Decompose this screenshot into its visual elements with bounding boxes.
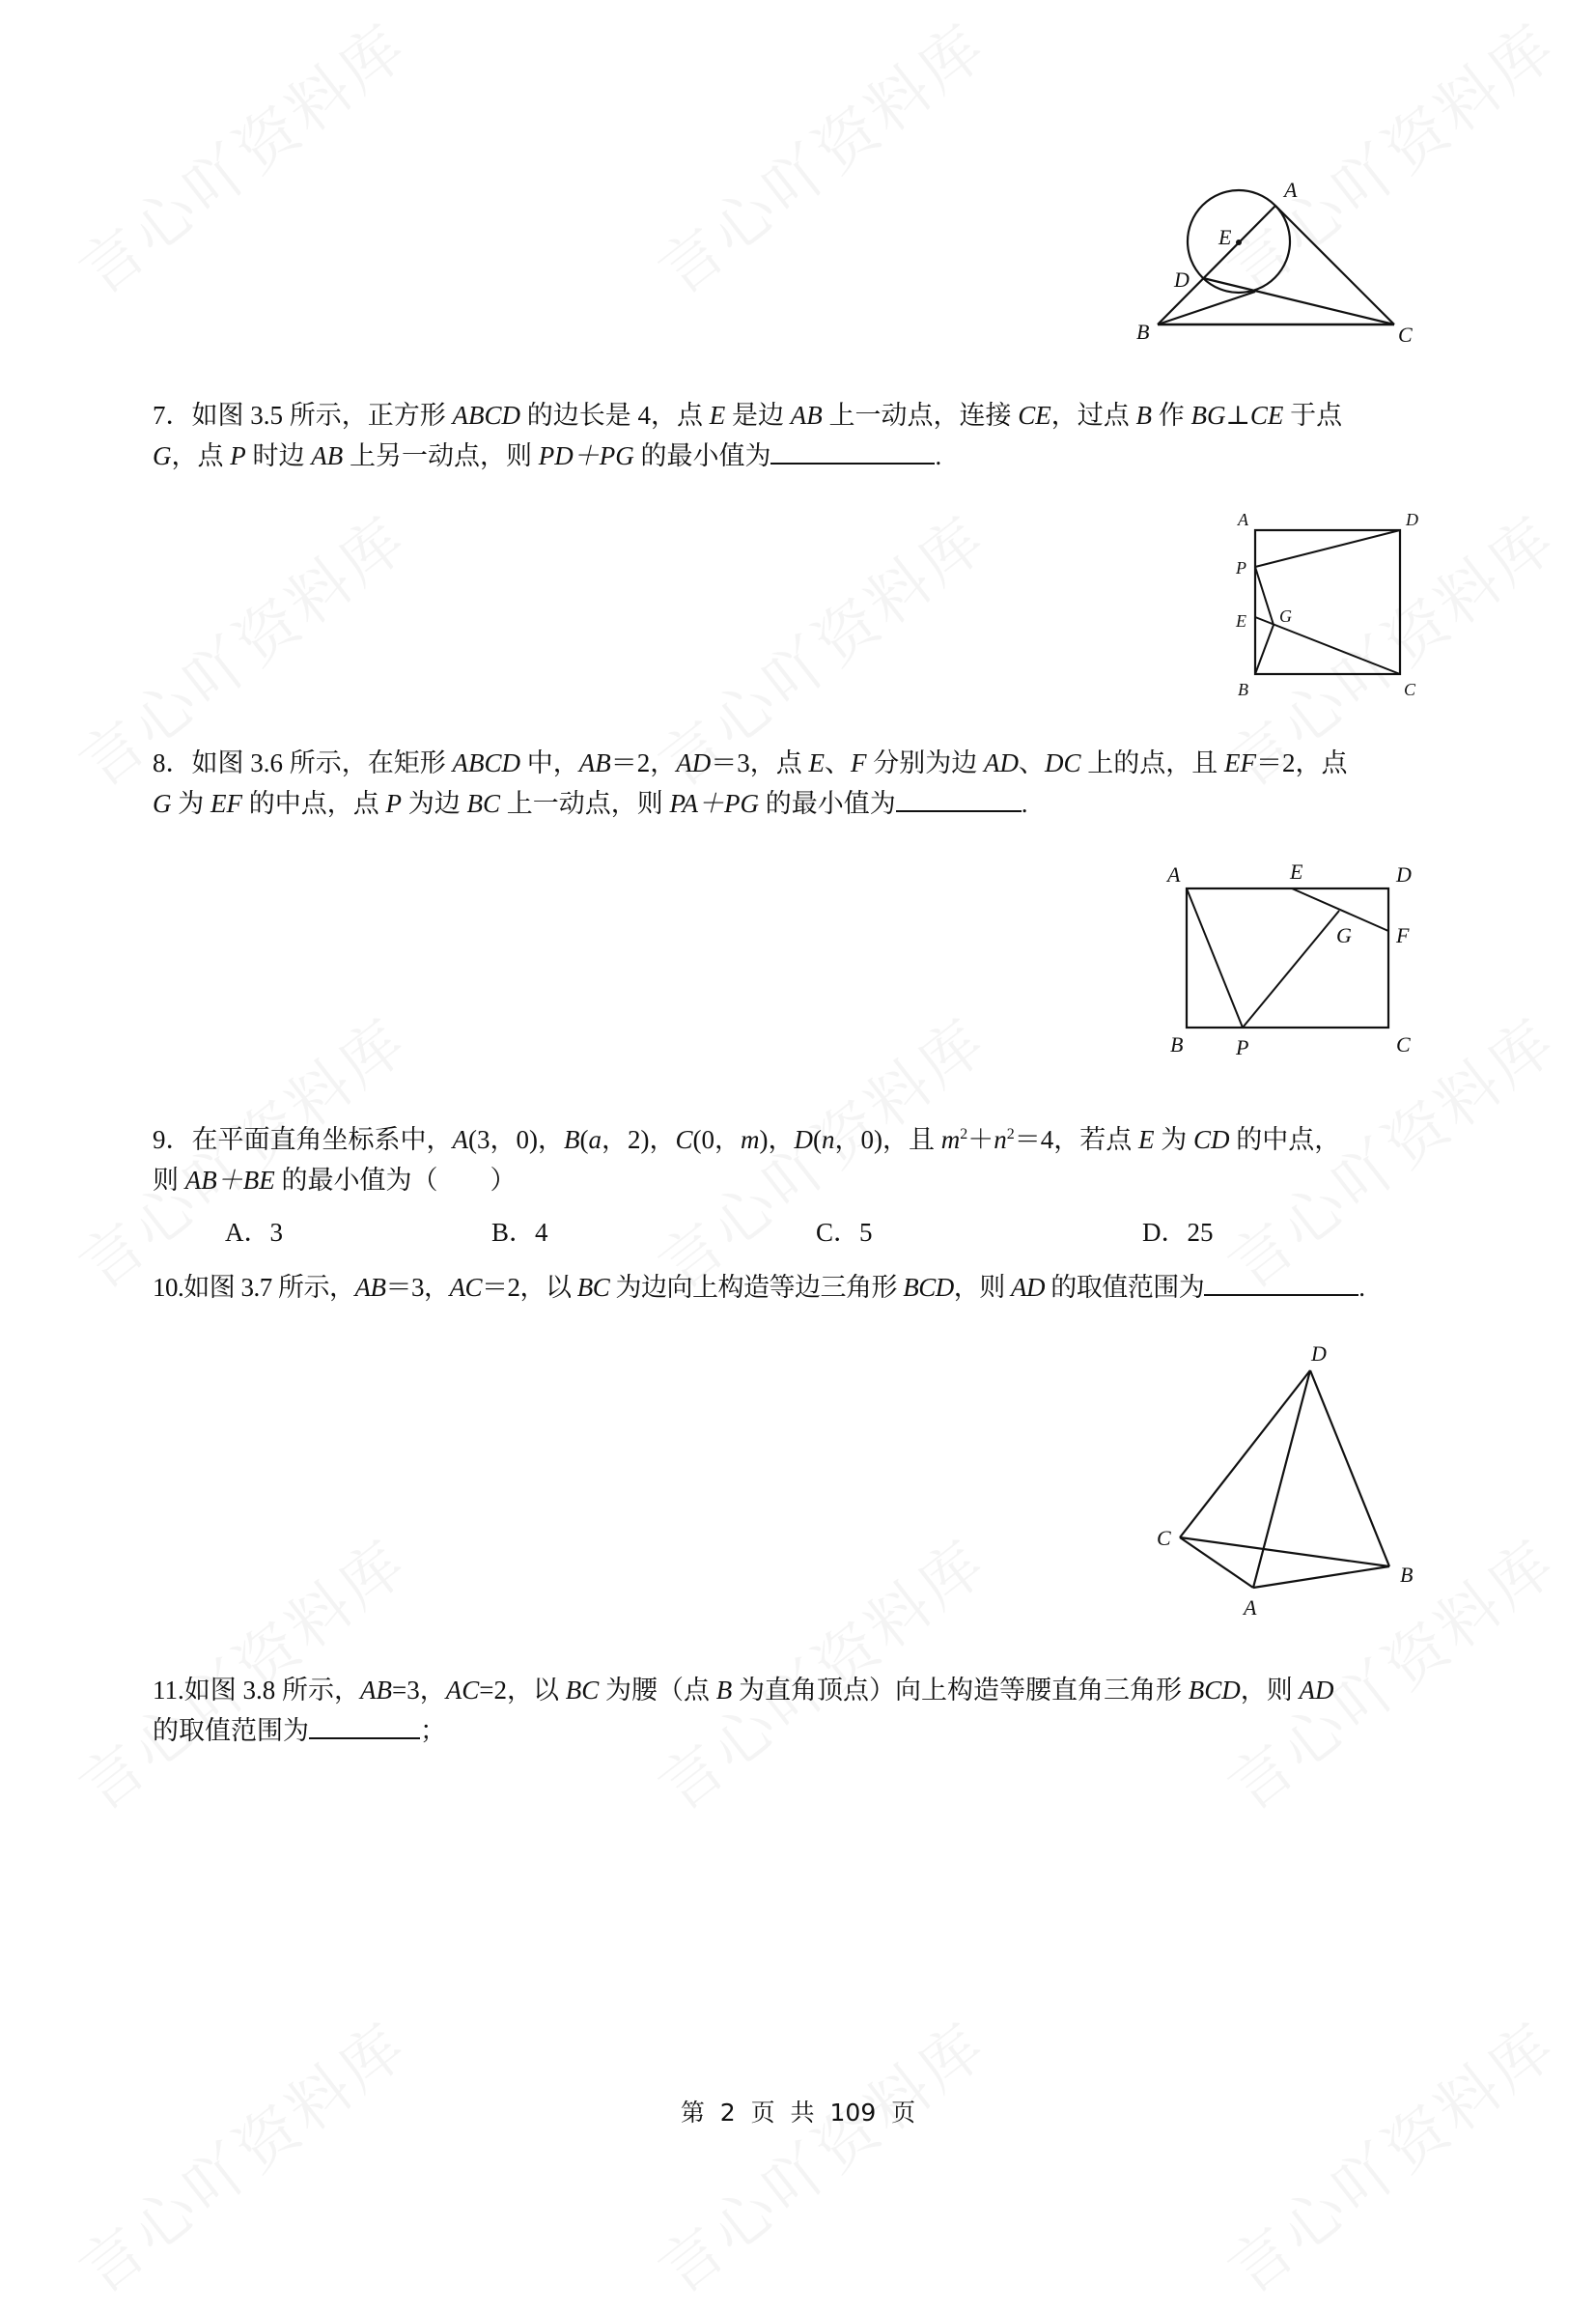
label-A: A [1167,862,1181,887]
label-C: C [1396,1032,1411,1057]
label-A: A [1244,1595,1257,1620]
label-D: D [1311,1341,1327,1366]
label-B: B [1170,1032,1184,1057]
label-P: P [1236,1035,1249,1059]
answer-blank[interactable] [309,1712,420,1739]
question-9-line-2: 则 AB＋BE 的最小值为（ ） [153,1166,517,1195]
label-C: C [1157,1526,1171,1550]
question-10 [153,1267,1456,1308]
figure-3-7-triangle [1139,1333,1448,1632]
label-B: B [1238,680,1248,699]
watermark [58,0,423,311]
label-B: B [1400,1563,1414,1587]
question-11-line-1: 11.如图 3.8 所示，AB=3，AC=2，以 BC 为腰（点 B 为直角顶点）向上构造等腰直角三角形 BCD，则 AD [153,1676,1334,1705]
label-A: A [1284,178,1298,202]
question-11-line-2: 的取值范围为 ； [153,1710,1456,1751]
figure-circle-triangle [1110,164,1448,357]
label-D: D [1396,862,1412,887]
label-E: E [1290,860,1303,884]
answer-blank[interactable] [1204,1269,1358,1296]
label-G: G [1336,923,1352,947]
page-number: 第 2 页 共 109 页 [680,2099,916,2127]
figure-3-6-rectangle [1159,860,1448,1072]
question-10-line-1: 10.如图 3.7 所示，AB＝3，AC＝2，以 BC 为边向上构造等边三角形 BCD，则 AD 的取值范围为 . [153,1267,1456,1308]
question-8 [153,743,1456,824]
label-C: C [1404,680,1416,699]
label-E: E [1236,611,1246,631]
question-8-line-1: 8．如图 3.6 所示，在矩形 ABCD 中，AB＝2，AD＝3，点 E、F 分别为边 AD、DC 上的点，且 EF＝2，点 [153,748,1348,777]
label-E: E [1218,225,1232,249]
page-footer [0,2094,1596,2128]
question-8-line-2: G 为 EF 的中点，点 P 为边 BC 上一动点，则 PA＋PG 的最小值为 . [153,783,1456,824]
question-11 [153,1670,1456,1751]
answer-blank[interactable] [896,785,1022,812]
label-C: C [1398,323,1413,347]
option-b[interactable]: B．4 [491,1218,548,1247]
answer-blank[interactable] [770,437,935,465]
label-B: B [1136,320,1150,344]
question-9-options [225,1211,1480,1250]
label-G: G [1279,606,1292,626]
label-D: D [1174,268,1190,292]
question-9 [153,1114,1456,1200]
label-P: P [1236,558,1246,578]
question-7-line-2: G，点 P 时边 AB 上另一动点，则 PD＋PG 的最小值为 . [153,436,1456,476]
label-D: D [1406,510,1418,529]
question-7-line-1: 7．如图 3.5 所示，正方形 ABCD 的边长是 4，点 E 是边 AB 上一动点，连接 CE，过点 B 作 BG⊥CE 于点 [153,401,1343,430]
watermark [637,1998,1002,2311]
label-A: A [1238,510,1248,529]
option-c[interactable]: C．5 [816,1218,873,1247]
question-9-line-1: 9．在平面直角坐标系中，A(3，0)，B(a，2)，C(0，m)，D(n，0)，且 $m^2+n^2=4$，若点 E 为 CD 的中点， [153,1125,1341,1154]
option-d[interactable]: D．25 [1142,1218,1214,1247]
watermark [637,0,1002,311]
option-a[interactable]: A．3 [225,1218,283,1247]
figure-3-5-square [1226,502,1448,705]
watermark [58,1998,423,2311]
watermark [1207,1998,1572,2311]
question-7 [153,395,1456,476]
label-F: F [1396,923,1410,947]
